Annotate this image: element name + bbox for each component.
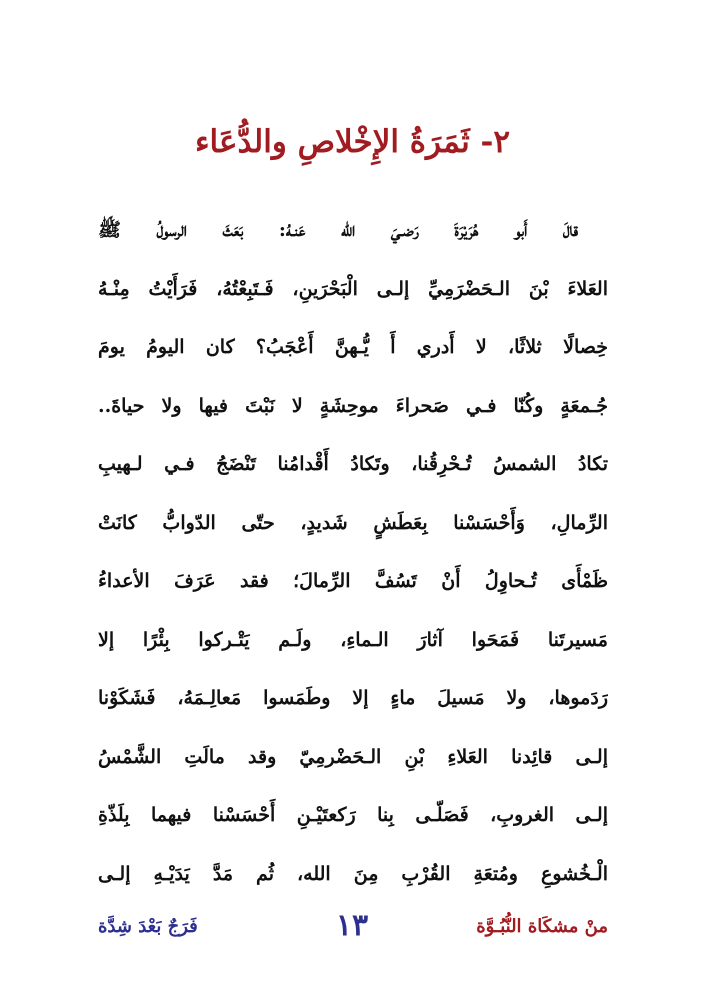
page-footer <box>98 908 608 958</box>
text-line: ظَمْأَى تُـحاوِلُ أَنْ تَسُفَّ الرِّمالَ؛ فقد عَرَفَ الأعداءُ <box>98 570 608 592</box>
book-title: منْ مشكَاة النُّبُـوَّة <box>476 916 608 937</box>
chapter-title: ٢- ثَمَرَةُ الإِخْلاصِ والدُّعَاء <box>194 124 511 160</box>
text-line: الْـخُشوعِ ومُتعَةِ القُرْبِ مِنَ الله، ثُم مَدَّ يَدَيْـهِ إلـى <box>98 862 608 885</box>
text-line: رَدَموها، ولا مَسيلَ ماءٍ إلا وطَمَسوا مَعالِـمَهُ، فَشَكَوْنا <box>98 687 608 709</box>
text-line: الرِّمالِ، وَأَحْسَسْنا بِعَطَشٍ شَديدٍ، حتّى الدّوابُّ كانَتْ <box>98 511 608 534</box>
text-line: العَلاءَ بْنَ الـحَضْرَمِيِّ إلـى الْبَحْرَينِ، فَـتَبِعْتُهُ، فَرَأَيْتُ مِنْـهُ <box>98 277 608 300</box>
body-text <box>98 201 608 901</box>
section-title: فَرَجٌ بَعْدَ شِدَّة <box>98 916 198 937</box>
text-line: إلـى قائِدنا العَلاءِ بْنِ الـحَضْرمِيّ وقد مالَتِ الشَّمْسُ <box>98 745 608 768</box>
text-line: خِصالًا ثلاثًا، لا أَدري أَ يُّـهنَّ أَعْجَبُ؟ كان اليومُ يومَ <box>98 336 608 358</box>
text-line: جُـمعَةٍ وكُنّا فـي صَحراءَ موحِشَةٍ لا نَبْتَ فيها ولا حياةَ.. <box>98 394 608 417</box>
text-line: إلـى الغروبِ، فَصَلّـى بِنا رَكعتَيْـنِ أَحْسَسْنا فيهما بِلَذّةِ <box>98 804 608 826</box>
text-line: تكادُ الشمسُ تُـحْرِقُنا، وتَكادُ أَقْدامُنا تَنْضَجُ فـي لـهيبِ <box>98 453 608 475</box>
text-line: قالَ أَبو هُرَيْرَةَ رَضـيَ الله عَنـهُ: بَعَثَ الرسولُ ﷺ <box>98 219 578 241</box>
page-number: ١٣ <box>335 908 369 943</box>
text-line: مَسيرتَنا فَمَحَوا آثارَ الـماءِ، ولَـم يَتْـركوا بِئْرًا إلا <box>98 628 608 651</box>
